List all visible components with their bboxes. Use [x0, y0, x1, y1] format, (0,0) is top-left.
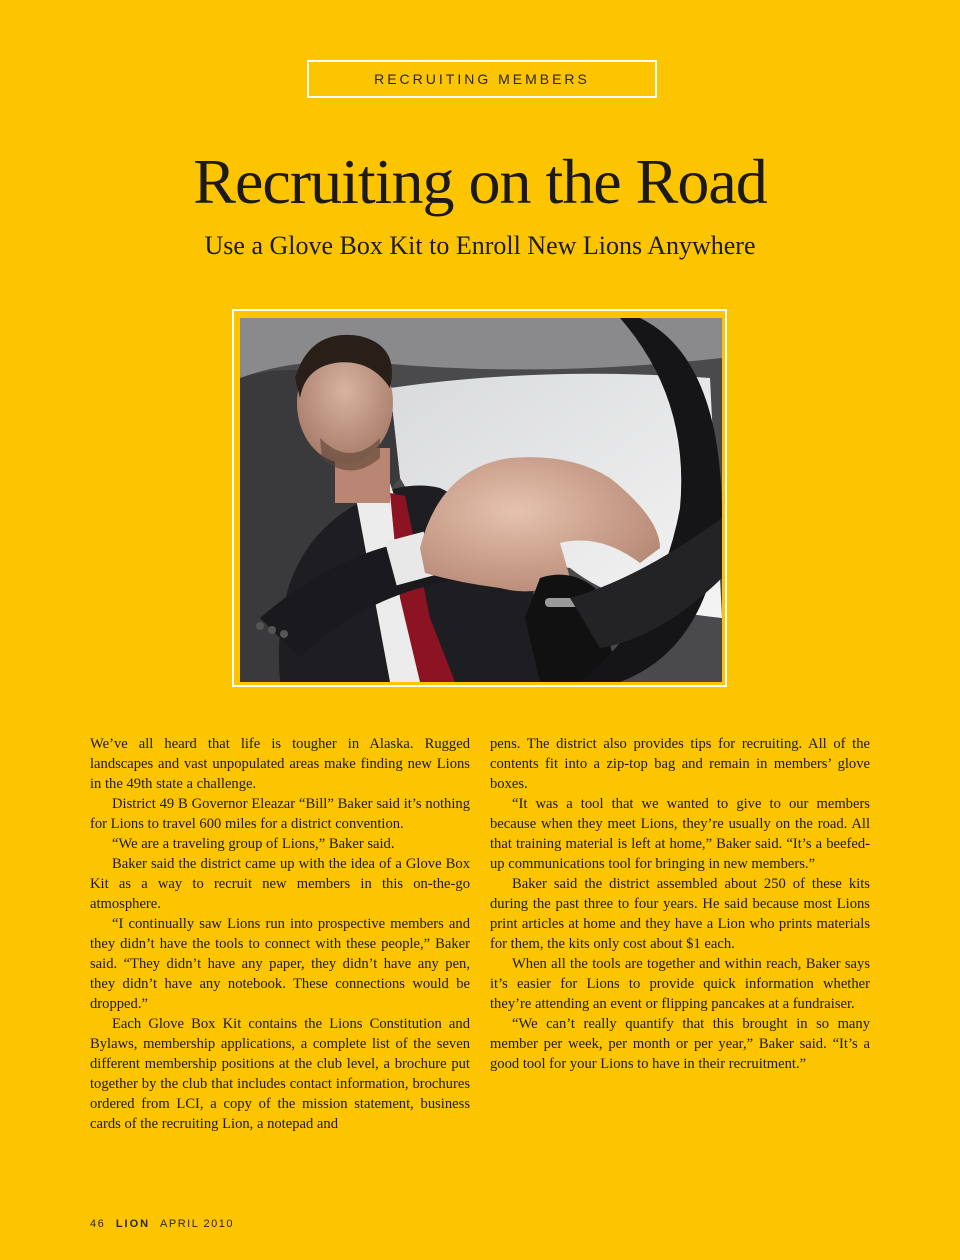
article-column-right	[490, 734, 870, 1074]
paragraph: pens. The district also provides tips for recruiting. All of the contents fit into a zip-top bag and remain in members’ glove boxes.	[490, 736, 870, 792]
article-title: Recruiting on the Road	[193, 146, 767, 217]
article-photo	[240, 318, 722, 682]
article-subtitle: Use a Glove Box Kit to Enroll New Lions Anywhere	[204, 231, 756, 260]
paragraph: Baker said the district came up with the idea of a Glove Box Kit as a way to recruit new members in this on-the-go atmosphere.	[90, 856, 470, 912]
paragraph: “I continually saw Lions run into prospective members and they didn’t have the tools to connect with these people,” Baker said. “They didn’t have any paper, they didn’t have any pen, they didn’t have any notebook. These connections would be dropped.”	[90, 916, 470, 1012]
magazine-name: LION	[115, 1218, 151, 1230]
paragraph: “We can’t really quantify that this brought in so many member per week, per month or per year,” Baker said. “It’s a good tool for your Lions to have in their recruitment.”	[490, 1016, 870, 1072]
paragraph: “We are a traveling group of Lions,” Baker said.	[112, 836, 395, 852]
paragraph: “It was a tool that we wanted to give to our members because when they meet Lions, they’re usually on the road. All that training material is left at home,” Baker said. “It’s a beefed-up communications tool for bringing in new members.”	[490, 796, 870, 872]
paragraph: Baker said the district assembled about 250 of these kits during the past three to four years. He said because most Lions print articles at home and they have a Lion who prints materials for them, the kits only cost about $1 each.	[490, 876, 870, 952]
paragraph: Each Glove Box Kit contains the Lions Constitution and Bylaws, membership applications, a complete list of the seven different membership positions at the club level, a brochure put together by the club that includes contact information, brochures ordered from LCI, a copy of the mission statement, business cards of the recruiting Lion, a notepad and	[90, 1016, 470, 1132]
page-footer	[90, 1218, 234, 1230]
issue-date: APRIL 2010	[160, 1218, 234, 1230]
paragraph: We’ve all heard that life is tougher in Alaska. Rugged landscapes and vast unpopulated areas make finding new Lions in the 49th state a challenge.	[90, 736, 470, 792]
paragraph: District 49 B Governor Eleazar “Bill” Baker said it’s nothing for Lions to travel 600 miles for a district convention.	[90, 796, 470, 832]
section-label: RECRUITING MEMBERS	[374, 71, 590, 87]
page-number: 46	[90, 1218, 106, 1230]
paragraph: When all the tools are together and within reach, Baker says it’s easier for Lions to provide quick information whether they’re attending an event or flipping pancakes at a fundraiser.	[490, 956, 870, 1012]
section-label-box	[307, 60, 657, 98]
article-column-left	[90, 734, 470, 1134]
